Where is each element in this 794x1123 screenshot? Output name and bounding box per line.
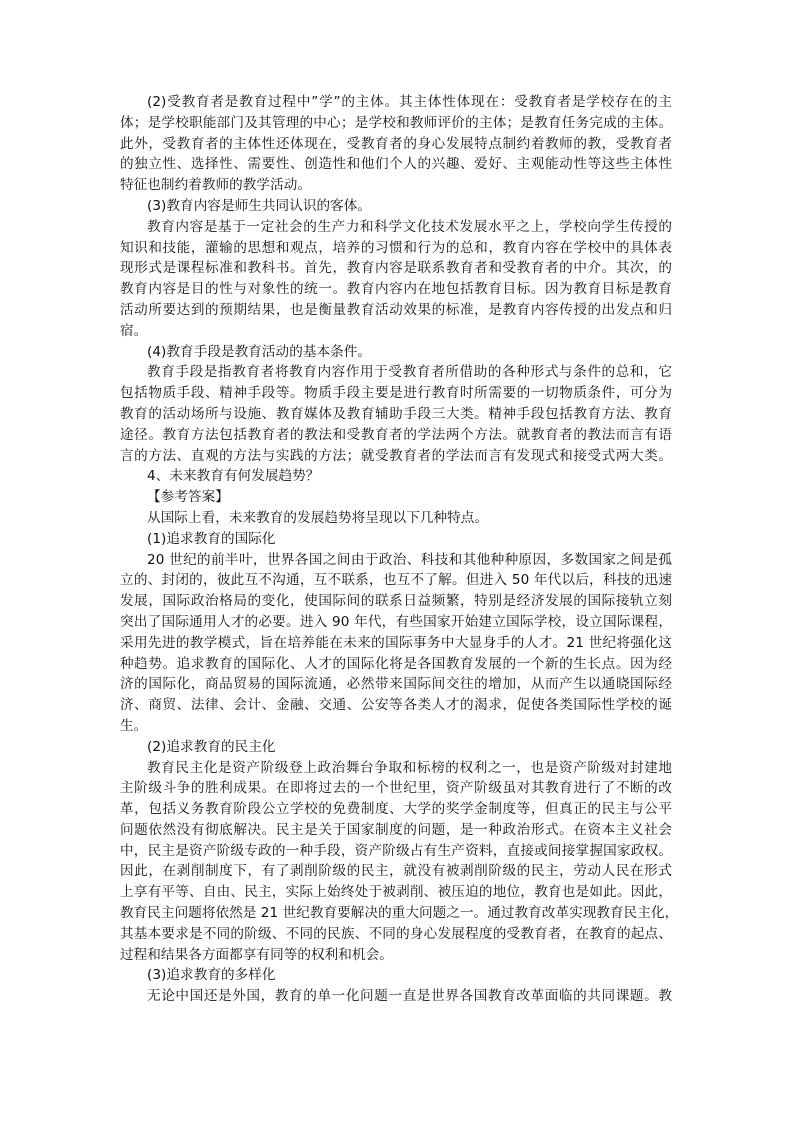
text-line: (4)教育手段是教育活动的基本条件。	[147, 343, 372, 360]
text-line: 主阶级斗争的胜利成果。在即将过去的一个世纪里，资产阶级虽对其教育进行了不断的改	[120, 780, 672, 797]
text-line: 教育民主问题将依然是 21 世纪教育要解决的重大问题之一。通过教育改革实现教育民主化，	[120, 905, 679, 922]
text-line: 采用先进的教学模式，旨在培养能在未来的国际事务中大显身手的人才。21 世纪将强化这	[120, 634, 672, 651]
text-line: 言的方法、直观的方法与实践的方法；就受教育者的学法而言有发现式和接受式两大类。	[120, 447, 672, 464]
text-line: 中，民主是资产阶级专政的一种手段，资产阶级占有生产资料，直接或间接掌握国家政权。	[120, 842, 672, 859]
text-line: 革，包括义务教育阶段公立学校的免费制度、大学的奖学金制度等，但真正的民主与公平	[120, 801, 672, 818]
text-block-p-means	[120, 362, 672, 466]
text-line: 的独立性、选择性、需要性、创造性和他们个人的兴趣、爱好、主观能动性等这些主体性	[120, 156, 672, 173]
text-line: 【参考答案】	[147, 489, 229, 506]
text-line: 因此，在剥削制度下，有了剥削阶级的民主，就没有被剥削阶级的民主，劳动人民在形式	[120, 863, 672, 880]
text-line: (3)教育内容是师生共同认识的客体。	[147, 197, 372, 214]
text-line: 此外，受教育者的主体性还体现在，受教育者的身心发展特点制约着教师的教，受教育者	[120, 135, 672, 152]
text-line: 济、商贸、法律、会计、金融、交通、公安等各类人才的渴求，促使各类国际性学校的诞	[120, 697, 672, 714]
text-block-p-div	[120, 986, 672, 1007]
text-line: 4、未来教育有何发展趋势？	[147, 468, 320, 485]
text-line: (3)追求教育的多样化	[147, 967, 276, 984]
text-line: 现形式是课程标准和教科书。首先，教育内容是联系教育者和受教育者的中介。其次，的	[120, 260, 672, 277]
text-line: 济的国际化，商品贸易的国际流通，必然带来国际间交往的增加，从而产生以通晓国际经	[120, 676, 672, 693]
document-page	[120, 92, 679, 1007]
text-block-p-intro	[120, 508, 672, 529]
text-line: 无论中国还是外国，教育的单一化问题一直是世界各国教育改革面临的共同课题。教	[147, 988, 672, 1005]
text-line: 其基本要求是不同的阶级、不同的民族、不同的身心发展程度的受教育者，在教育的起点、	[120, 925, 672, 942]
text-line: 体；是学校职能部门及其管理的中心；是学校和教师评价的主体；是教育任务完成的主体。	[120, 114, 672, 131]
text-block-q4	[120, 466, 672, 487]
text-line: 发展，国际政治格局的变化，使国际间的联系日益频繁，特别是经济发展的国际接轨立刻	[120, 593, 672, 610]
text-line: (2)受教育者是教育过程中”学”的主体。其主体性体现在：受教育者是学校存在的主	[147, 94, 672, 110]
text-block-h-content	[120, 196, 672, 217]
text-line: 生。	[120, 717, 148, 734]
text-line: 教育民主化是资产阶级登上政治舞台争取和标榜的权利之一，也是资产阶级对封建地	[147, 759, 672, 776]
text-line: (2)追求教育的民主化	[147, 738, 276, 755]
text-line: 立的、封闭的，彼此互不沟通，互不联系，也互不了解。但进入 50 年代以后，科技的迅速	[120, 572, 672, 589]
text-line: 教育的活动场所与设施、教育媒体及教育辅助手段三大类。精神手段包括教育方法、教育	[120, 405, 672, 422]
text-line: 知识和技能，灌输的思想和观点，培养的习惯和行为的总和，教育内容在学校中的具体表	[120, 239, 672, 256]
text-line: 过程和结果各方面都享有同等的权利和机会。	[120, 946, 393, 963]
text-line: 教育手段是指教育者将教育内容作用于受教育者所借助的各种形式与条件的总和，它	[147, 364, 672, 381]
text-block-h-demo	[120, 737, 672, 758]
text-line: 宿。	[120, 322, 148, 339]
text-line: 突出了国际通用人才的必要。进入 90 年代，有些国家开始建立国际学校，设立国际课程，	[120, 613, 672, 630]
text-line: 活动所要达到的预期结果，也是衡量教育活动效果的标准，是教育内容传授的出发点和归	[120, 301, 672, 318]
text-block-h-means	[120, 342, 672, 363]
text-line: 上享有平等、自由、民主，实际上始终处于被剥削、被压迫的地位，教育也是如此。因此，	[120, 884, 672, 901]
text-line: 20 世纪的前半叶，世界各国之间由于政治、科技和其他种种原因，多数国家之间是孤	[147, 551, 672, 568]
text-block-p-receiver	[120, 92, 672, 196]
text-block-p-content	[120, 217, 672, 342]
text-block-answer-label	[120, 487, 672, 508]
text-line: 特征也制约着教师的教学活动。	[120, 177, 312, 194]
text-line: 途径。教育方法包括教育者的教法和受教育者的学法两个方法。就教育者的教法而言有语	[120, 426, 672, 443]
text-block-h-intl	[120, 529, 672, 550]
text-block-p-intl	[120, 550, 672, 737]
text-line: 种趋势。追求教育的国际化、人才的国际化将是各国教育发展的一个新的生长点。因为经	[120, 655, 672, 672]
text-block-p-demo	[120, 758, 679, 966]
text-line: 包括物质手段、精神手段等。物质手段主要是进行教育时所需要的一切物质条件，可分为	[120, 385, 672, 402]
text-line: (1)追求教育的国际化	[147, 530, 276, 547]
text-line: 教育内容是目的性与对象性的统一。教育内容内在地包括教育目标。因为教育目标是教育	[120, 281, 672, 298]
text-line: 从国际上看，未来教育的发展趋势将呈现以下几种特点。	[147, 509, 489, 526]
text-line: 问题依然没有彻底解决。民主是关于国家制度的问题，是一种政治形式。在资本主义社会	[120, 821, 672, 838]
text-line: 教育内容是基于一定社会的生产力和科学文化技术发展水平之上，学校向学生传授的	[147, 218, 672, 235]
text-block-h-div	[120, 965, 672, 986]
